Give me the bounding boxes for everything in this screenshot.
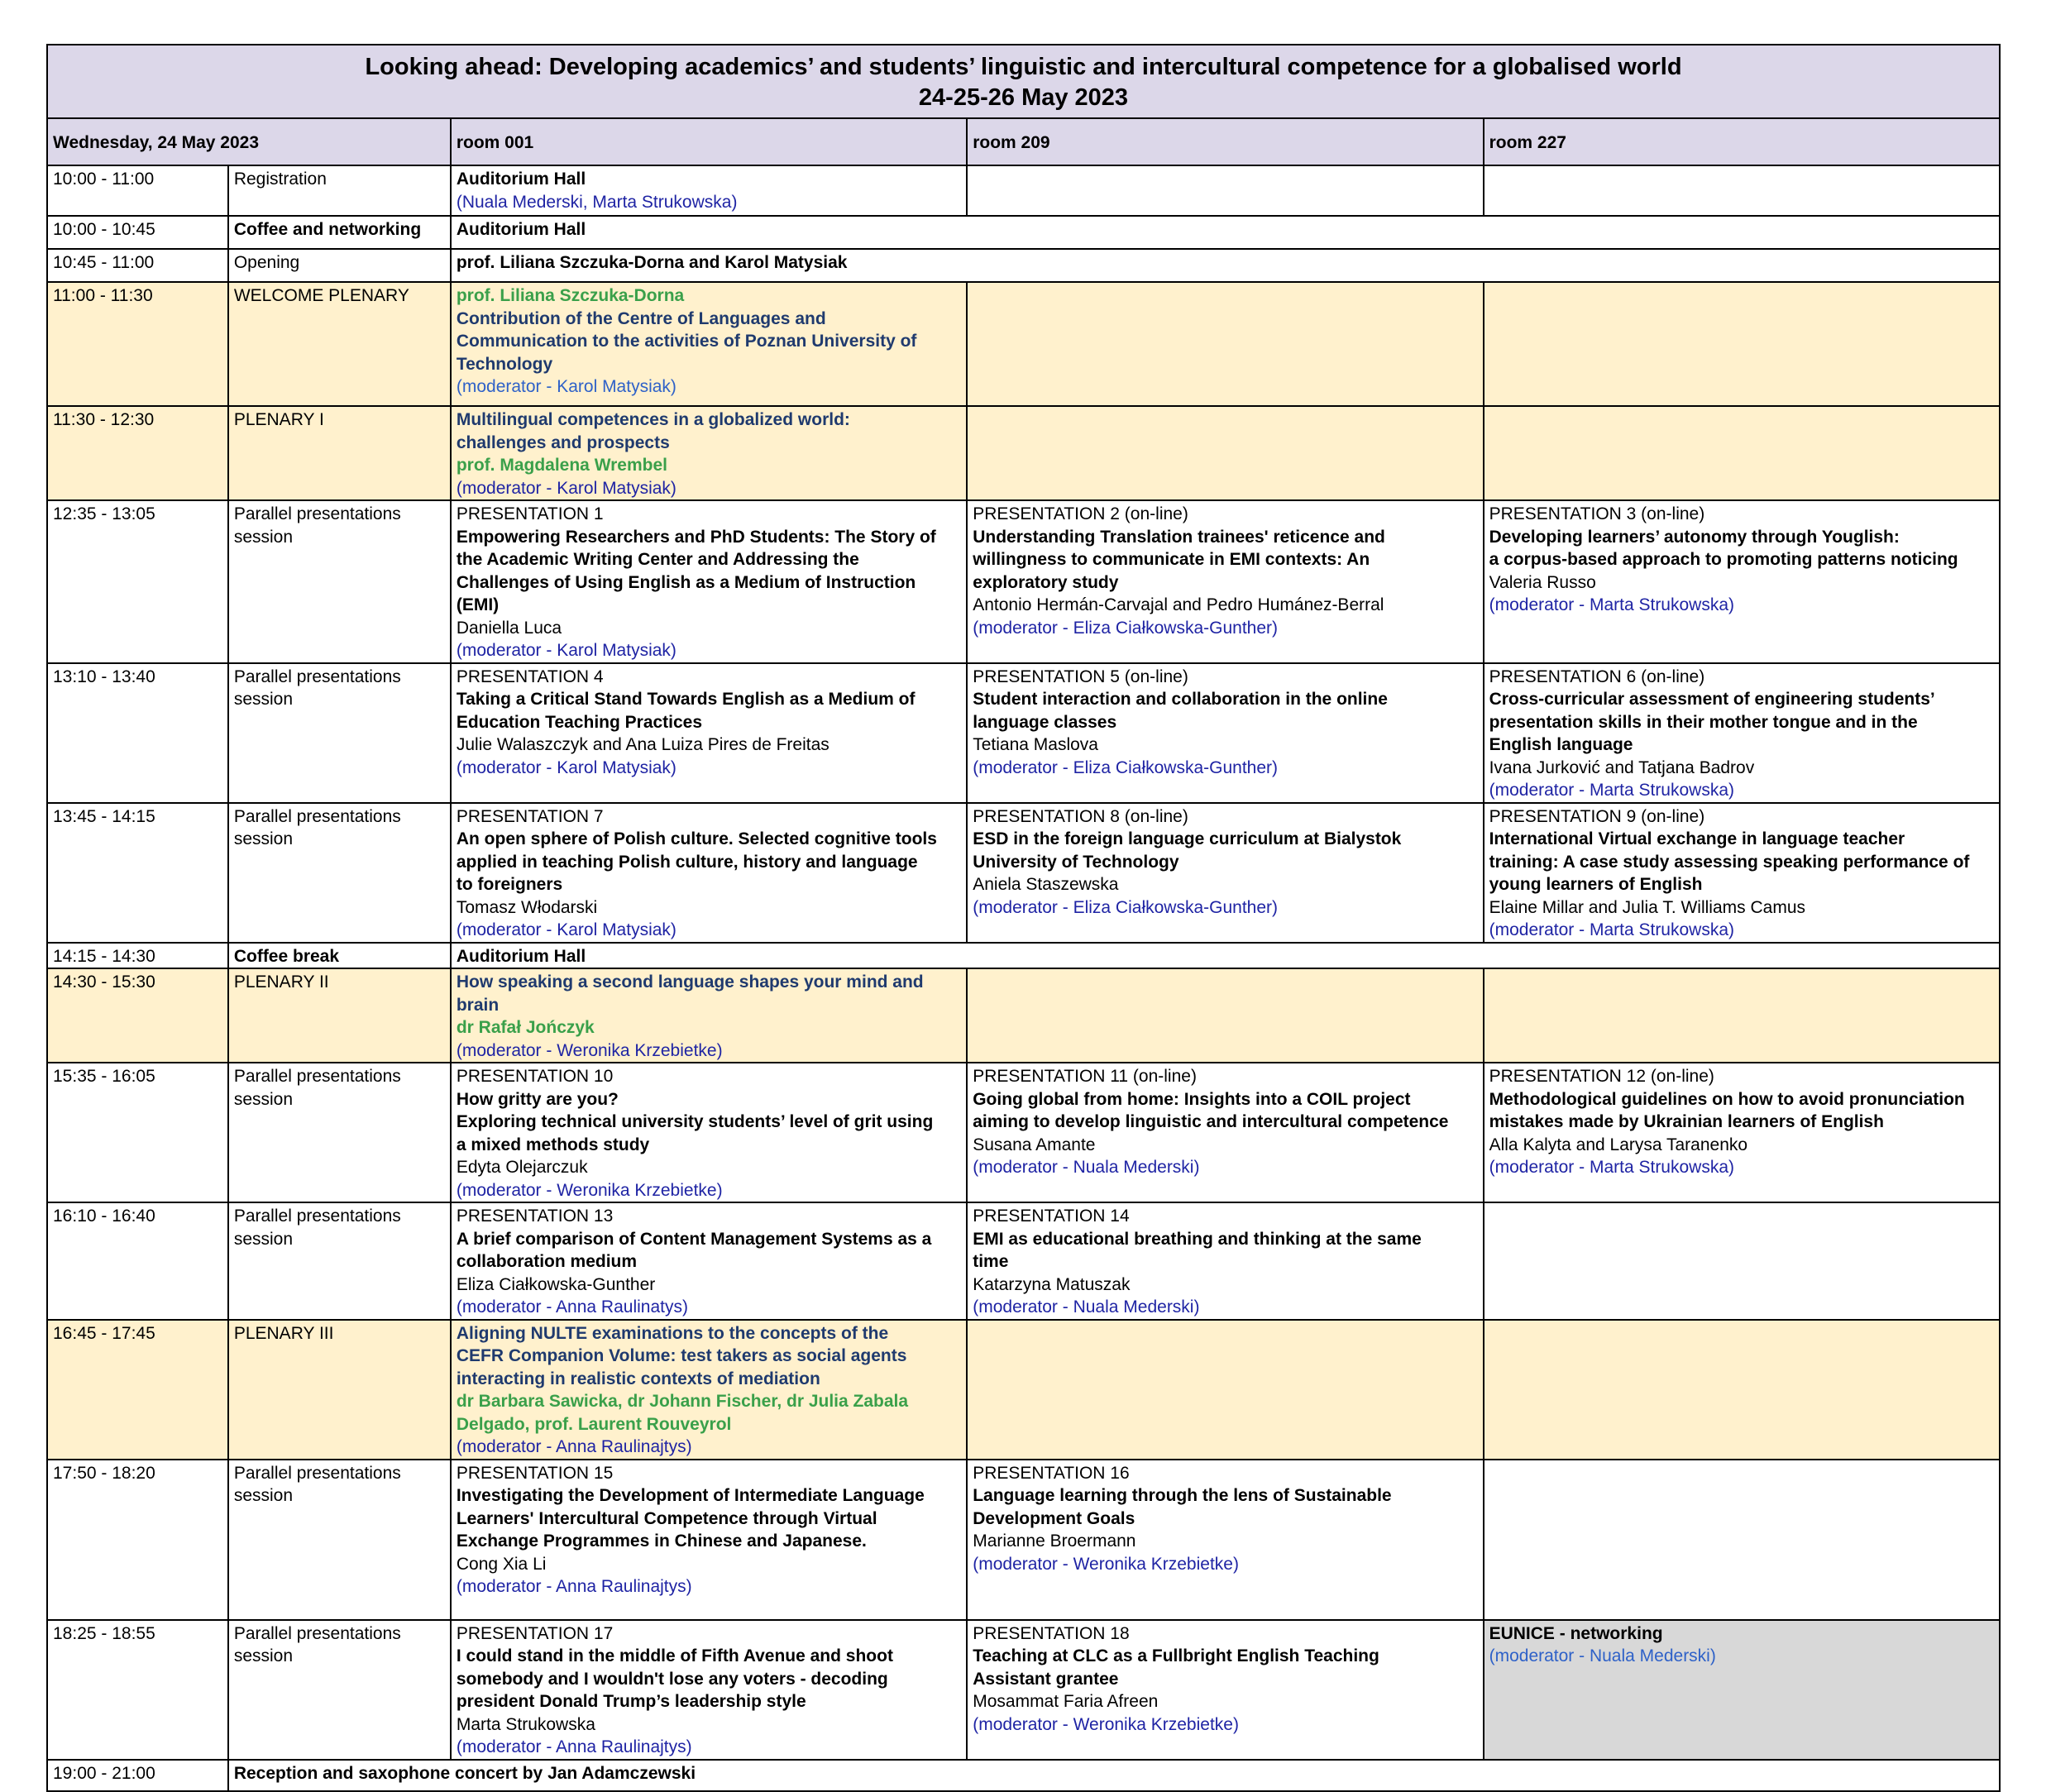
table-row [47, 165, 2000, 216]
room-209-cell [967, 968, 1483, 1063]
room-001-cell [451, 803, 967, 943]
presentation-title-line: Exchange Programmes in Chinese and Japanese. [456, 1532, 867, 1551]
presentation-label: PRESENTATION 6 (on-line) [1489, 667, 1705, 686]
opening-speakers-cell: prof. Liliana Szczuka-Dorna and Karol Matysiak [451, 249, 2000, 282]
table-row [47, 1202, 2000, 1320]
room-header-001: room 001 [451, 118, 967, 165]
presentation-label: PRESENTATION 11 (on-line) [973, 1067, 1197, 1086]
moderator-text: (moderator - Karol Matysiak) [456, 920, 676, 939]
room-227-cell [1484, 1063, 2000, 1202]
session-type-line: Parallel presentations [233, 1463, 401, 1483]
moderator-text: (moderator - Karol Matysiak) [456, 641, 676, 660]
session-type-cell: PLENARY III [228, 1320, 451, 1460]
venue-cell: Auditorium Hall [451, 943, 2000, 969]
time-cell: 10:00 - 11:00 [47, 165, 228, 216]
presenter-name: Ivana Jurković and Tatjana Badrov [1489, 757, 1755, 777]
time-cell: 11:00 - 11:30 [47, 282, 228, 406]
speaker-name: prof. Magdalena Wrembel [456, 456, 668, 475]
session-type-cell [228, 500, 451, 663]
presentation-title-line: Methodological guidelines on how to avoid pronunciation [1489, 1089, 1965, 1109]
room-001-cell [451, 165, 967, 216]
room-001-cell [451, 1320, 967, 1460]
presentation-label: PRESENTATION 16 [973, 1463, 1130, 1483]
table-row [47, 803, 2000, 943]
title-cell [47, 45, 2000, 118]
presentation-label: PRESENTATION 7 [456, 806, 604, 826]
presentation-title-line: collaboration medium [456, 1252, 638, 1271]
room-header-209: room 209 [967, 118, 1483, 165]
presentation-title-line: Education Teaching Practices [456, 712, 703, 732]
session-type-line: session [233, 829, 294, 848]
time-cell: 16:10 - 16:40 [47, 1202, 228, 1320]
session-type-cell [228, 803, 451, 943]
room-001-cell [451, 500, 967, 663]
presenter-name: Marta Strukowska [456, 1714, 595, 1734]
presentation-title-line: a mixed methods study [456, 1135, 650, 1154]
session-type-line: Parallel presentations [233, 1207, 401, 1226]
presenter-name: Elaine Millar and Julia T. Williams Camus [1489, 897, 1805, 917]
presenter-name: Antonio Hermán-Carvajal and Pedro Humánez-Berral [973, 595, 1384, 614]
moderator-text: (moderator - Nuala Mederski) [1489, 1646, 1716, 1665]
presentation-label: PRESENTATION 1 [456, 504, 604, 523]
table-row [47, 1063, 2000, 1202]
session-type-line: session [233, 1646, 294, 1665]
presentation-title-line: Cross-curricular assessment of engineering students’ [1489, 690, 1935, 709]
header-row [47, 118, 2000, 165]
speaker-name: prof. Liliana Szczuka-Dorna [456, 286, 685, 305]
reception-cell: Reception and saxophone concert by Jan Adamczewski [228, 1760, 2000, 1791]
session-type-cell: Opening [228, 249, 451, 282]
room-209-cell [967, 500, 1483, 663]
presentation-title-line: the Academic Writing Center and Addressing the [456, 550, 859, 569]
moderator-text: (moderator - Weronika Krzebietke) [973, 1554, 1239, 1574]
presentation-label: PRESENTATION 15 [456, 1463, 614, 1483]
presentation-title-line: Learners' Intercultural Competence through Virtual [456, 1508, 877, 1528]
time-cell: 12:35 - 13:05 [47, 500, 228, 663]
room-001-cell [451, 1620, 967, 1760]
presentation-title-line: to foreigners [456, 875, 563, 894]
presentation-title-line: somebody and I wouldn't lose any voters - decoding [456, 1669, 888, 1689]
moderator-text: (moderator - Eliza Ciałkowska-Gunther) [973, 618, 1279, 638]
presentation-label: PRESENTATION 3 (on-line) [1489, 504, 1705, 523]
moderator-text: (moderator - Marta Strukowska) [1489, 920, 1735, 939]
time-cell: 14:30 - 15:30 [47, 968, 228, 1063]
presenter-name: Aniela Staszewska [973, 875, 1119, 894]
presentation-title-line: young learners of English [1489, 875, 1703, 894]
speaker-name: dr Rafał Jończyk [456, 1018, 595, 1037]
room-227-cell [1484, 1460, 2000, 1620]
presentation-title-line: Investigating the Development of Intermediate Language [456, 1486, 925, 1505]
room-001-cell [451, 406, 967, 500]
table-row [47, 1320, 2000, 1460]
presenter-name: Marianne Broermann [973, 1532, 1136, 1551]
room-001-cell [451, 968, 967, 1063]
room-227-cell [1484, 165, 2000, 216]
moderator-text: (moderator - Karol Matysiak) [456, 757, 676, 777]
time-cell: 15:35 - 16:05 [47, 1063, 228, 1202]
presentation-label: PRESENTATION 18 [973, 1623, 1130, 1643]
room-209-cell [967, 165, 1483, 216]
plenary-title-line: How speaking a second language shapes your mind and [456, 972, 924, 992]
room-header-227: room 227 [1484, 118, 2000, 165]
session-type-cell: PLENARY I [228, 406, 451, 500]
session-type-line: Parallel presentations [233, 504, 401, 523]
moderator-text: (moderator - Weronika Krzebietke) [456, 1180, 723, 1200]
room-227-cell [1484, 803, 2000, 943]
table-row [47, 282, 2000, 406]
presentation-title-line: Teaching at CLC as a Fullbright English Teaching [973, 1646, 1379, 1665]
time-cell: 16:45 - 17:45 [47, 1320, 228, 1460]
moderator-text: (moderator - Weronika Krzebietke) [973, 1714, 1239, 1734]
presenter-name: Valeria Russo [1489, 572, 1596, 592]
room-227-cell [1484, 1202, 2000, 1320]
presentation-title-line: time [973, 1252, 1009, 1271]
room-001-cell [451, 1063, 967, 1202]
room-209-cell [967, 1320, 1483, 1460]
conference-schedule-table [46, 44, 2001, 1792]
presenter-name: Daniella Luca [456, 618, 562, 638]
room-227-cell [1484, 1320, 2000, 1460]
session-type-cell [228, 1620, 451, 1760]
session-type-line: Parallel presentations [233, 667, 401, 686]
session-type-line: session [233, 527, 294, 547]
presentation-title-line: willingness to communicate in EMI contexts: An [973, 550, 1370, 569]
session-type-cell: Coffee break [228, 943, 451, 969]
session-type-cell: WELCOME PLENARY [228, 282, 451, 406]
presentation-title-line: Language learning through the lens of Sustainable [973, 1486, 1392, 1505]
moderator-text: (moderator - Weronika Krzebietke) [456, 1040, 723, 1060]
room-227-cell [1484, 500, 2000, 663]
presentation-label: PRESENTATION 5 (on-line) [973, 667, 1188, 686]
session-type-cell [228, 1460, 451, 1620]
presentation-title-line: president Donald Trump’s leadership style [456, 1692, 806, 1711]
plenary-title-line: Contribution of the Centre of Languages and [456, 308, 826, 328]
session-type-cell: PLENARY II [228, 968, 451, 1063]
presentation-title-line: A brief comparison of Content Management Systems as a [456, 1229, 932, 1249]
room-209-cell [967, 1202, 1483, 1320]
presentation-title-line: I could stand in the middle of Fifth Avenue and shoot [456, 1646, 893, 1665]
room-001-cell [451, 1202, 967, 1320]
presentation-title-line: language classes [973, 712, 1117, 732]
session-type-line: session [233, 1089, 294, 1109]
session-type-line: Parallel presentations [233, 1623, 401, 1643]
presentation-title-line: exploratory study [973, 572, 1119, 592]
time-cell: 10:45 - 11:00 [47, 249, 228, 282]
session-type-line: session [233, 690, 294, 709]
speaker-name: dr Barbara Sawicka, dr Johann Fischer, dr Julia Zabala [456, 1392, 909, 1411]
conference-title: Looking ahead: Developing academics’ and students’ linguistic and intercultural competence for a globalised world [365, 53, 1682, 80]
day-header: Wednesday, 24 May 2023 [47, 118, 451, 165]
room-209-cell [967, 1063, 1483, 1202]
presentation-title-line: applied in teaching Polish culture, history and language [456, 852, 918, 872]
plenary-title-line: Communication to the activities of Poznan University of [456, 332, 917, 351]
room-209-cell [967, 803, 1483, 943]
room-209-cell [967, 406, 1483, 500]
time-cell: 19:00 - 21:00 [47, 1760, 228, 1791]
time-cell: 17:50 - 18:20 [47, 1460, 228, 1620]
presenter-name: Tetiana Maslova [973, 735, 1098, 754]
moderator-text: (moderator - Karol Matysiak) [456, 478, 676, 498]
presentation-label: PRESENTATION 17 [456, 1623, 614, 1643]
moderator-text: (moderator - Marta Strukowska) [1489, 781, 1735, 800]
moderator-text: (moderator - Eliza Ciałkowska-Gunther) [973, 897, 1279, 917]
plenary-title-line: interacting in realistic contexts of mediation [456, 1369, 820, 1388]
table-row [47, 1460, 2000, 1620]
session-type-cell: Registration [228, 165, 451, 216]
presentation-label: PRESENTATION 13 [456, 1207, 614, 1226]
session-type-line: session [233, 1486, 294, 1505]
session-type-cell [228, 1202, 451, 1320]
speaker-name: Delgado, prof. Laurent Rouveyrol [456, 1414, 732, 1434]
table-row [47, 663, 2000, 803]
presentation-title-line: presentation skills in their mother tongue and in the [1489, 712, 1918, 732]
presentation-title-line: Empowering Researchers and PhD Students: The Story of [456, 527, 936, 547]
moderator-text: (moderator - Anna Raulinajtys) [456, 1437, 692, 1456]
moderator-text: (Nuala Mederski, Marta Strukowska) [456, 192, 738, 212]
presenter-name: Alla Kalyta and Larysa Taranenko [1489, 1135, 1748, 1154]
presentation-title-line: Developing learners’ autonomy through Youglish: [1489, 527, 1900, 547]
presentation-title-line: a corpus-based approach to promoting patterns noticing [1489, 550, 1958, 569]
presentation-title-line: mistakes made by Ukrainian learners of English [1489, 1112, 1884, 1131]
table-row [47, 1620, 2000, 1760]
presentation-title-line: training: A case study assessing speaking performance of [1489, 852, 1970, 872]
presentation-label: PRESENTATION 10 [456, 1067, 614, 1086]
room-001-cell [451, 282, 967, 406]
table-row [47, 943, 2000, 969]
time-cell: 18:25 - 18:55 [47, 1620, 228, 1760]
moderator-text: (moderator - Anna Raulinajtys) [456, 1737, 692, 1756]
conference-dates: 24-25-26 May 2023 [918, 84, 1129, 111]
time-cell: 13:45 - 14:15 [47, 803, 228, 943]
presentation-title-line: Development Goals [973, 1508, 1135, 1528]
presenter-name: Eliza Ciałkowska-Gunther [456, 1274, 656, 1294]
presentation-label: PRESENTATION 14 [973, 1207, 1130, 1226]
presenter-name: Cong Xia Li [456, 1554, 547, 1574]
presentation-label: PRESENTATION 4 [456, 667, 604, 686]
room-209-cell [967, 663, 1483, 803]
room-209-cell [967, 1620, 1483, 1760]
moderator-text: (moderator - Nuala Mederski) [973, 1158, 1200, 1177]
presentation-title-line: University of Technology [973, 852, 1179, 872]
room-227-cell [1484, 406, 2000, 500]
room-227-cell [1484, 968, 2000, 1063]
presentation-title-line: Exploring technical university students’ level of grit using [456, 1112, 934, 1131]
presenter-name: Edyta Olejarczuk [456, 1158, 588, 1177]
table-row [47, 968, 2000, 1063]
venue-text: Auditorium Hall [456, 170, 586, 189]
time-cell: 11:30 - 12:30 [47, 406, 228, 500]
plenary-title-line: brain [456, 995, 500, 1015]
moderator-text: (moderator - Eliza Ciałkowska-Gunther) [973, 757, 1279, 777]
moderator-text: (moderator - Marta Strukowska) [1489, 1158, 1735, 1177]
session-type-cell: Coffee and networking [228, 216, 451, 249]
table-row [47, 1760, 2000, 1791]
plenary-title-line: Aligning NULTE examinations to the concepts of the [456, 1323, 889, 1343]
presentation-title-line: Challenges of Using English as a Medium of Instruction [456, 572, 916, 592]
room-209-cell [967, 282, 1483, 406]
session-type-line: Parallel presentations [233, 806, 401, 826]
presentation-title-line: Going global from home: Insights into a COIL project [973, 1089, 1411, 1109]
plenary-title-line: CEFR Companion Volume: test takers as social agents [456, 1346, 907, 1365]
time-cell: 14:15 - 14:30 [47, 943, 228, 969]
plenary-title-line: Multilingual competences in a globalized world: [456, 410, 850, 429]
presentation-label: PRESENTATION 9 (on-line) [1489, 806, 1705, 826]
presentation-title-line: Assistant grantee [973, 1669, 1119, 1689]
presentation-label: PRESENTATION 8 (on-line) [973, 806, 1188, 826]
room-001-cell [451, 663, 967, 803]
room-227-cell [1484, 663, 2000, 803]
moderator-text: (moderator - Anna Raulinajtys) [456, 1577, 692, 1596]
session-type-cell [228, 1063, 451, 1202]
presentation-title-line: Understanding Translation trainees' reticence and [973, 527, 1385, 547]
session-type-line: Parallel presentations [233, 1067, 401, 1086]
presentation-title-line: An open sphere of Polish culture. Selected cognitive tools [456, 829, 937, 848]
title-row [47, 45, 2000, 118]
presentation-title-line: Student interaction and collaboration in the online [973, 690, 1388, 709]
presentation-title-line: International Virtual exchange in language teacher [1489, 829, 1905, 848]
table-row [47, 406, 2000, 500]
venue-cell: Auditorium Hall [451, 216, 2000, 249]
session-type-cell [228, 663, 451, 803]
presenter-name: Susana Amante [973, 1135, 1096, 1154]
presentation-title-line: English language [1489, 735, 1633, 754]
presentation-label: PRESENTATION 12 (on-line) [1489, 1067, 1714, 1086]
table-row [47, 216, 2000, 249]
presentation-title-line: (EMI) [456, 595, 500, 614]
plenary-title-line: challenges and prospects [456, 432, 670, 452]
moderator-text: (moderator - Marta Strukowska) [1489, 595, 1735, 614]
moderator-text: (moderator - Karol Matysiak) [456, 377, 676, 396]
presentation-title-line: Taking a Critical Stand Towards English as a Medium of [456, 690, 916, 709]
table-row [47, 500, 2000, 663]
time-cell: 13:10 - 13:40 [47, 663, 228, 803]
room-001-cell [451, 1460, 967, 1620]
room-227-cell [1484, 1620, 2000, 1760]
moderator-text: (moderator - Anna Raulinatys) [456, 1297, 688, 1317]
presentation-label: PRESENTATION 2 (on-line) [973, 504, 1188, 523]
room-227-cell [1484, 282, 2000, 406]
plenary-title-line: Technology [456, 354, 553, 374]
time-cell: 10:00 - 10:45 [47, 216, 228, 249]
presenter-name: Katarzyna Matuszak [973, 1274, 1131, 1294]
presentation-title-line: How gritty are you? [456, 1089, 619, 1109]
presentation-title-line: aiming to develop linguistic and intercultural competence [973, 1112, 1449, 1131]
moderator-text: (moderator - Nuala Mederski) [973, 1297, 1200, 1317]
presenter-name: Mosammat Faria Afreen [973, 1692, 1159, 1711]
session-type-line: session [233, 1229, 294, 1249]
networking-title: EUNICE - networking [1489, 1623, 1663, 1643]
presenter-name: Julie Walaszczyk and Ana Luiza Pires de Freitas [456, 735, 829, 754]
presentation-title-line: EMI as educational breathing and thinking at the same [973, 1229, 1422, 1249]
room-209-cell [967, 1460, 1483, 1620]
table-row [47, 249, 2000, 282]
presenter-name: Tomasz Włodarski [456, 897, 598, 917]
presentation-title-line: ESD in the foreign language curriculum at Bialystok [973, 829, 1402, 848]
